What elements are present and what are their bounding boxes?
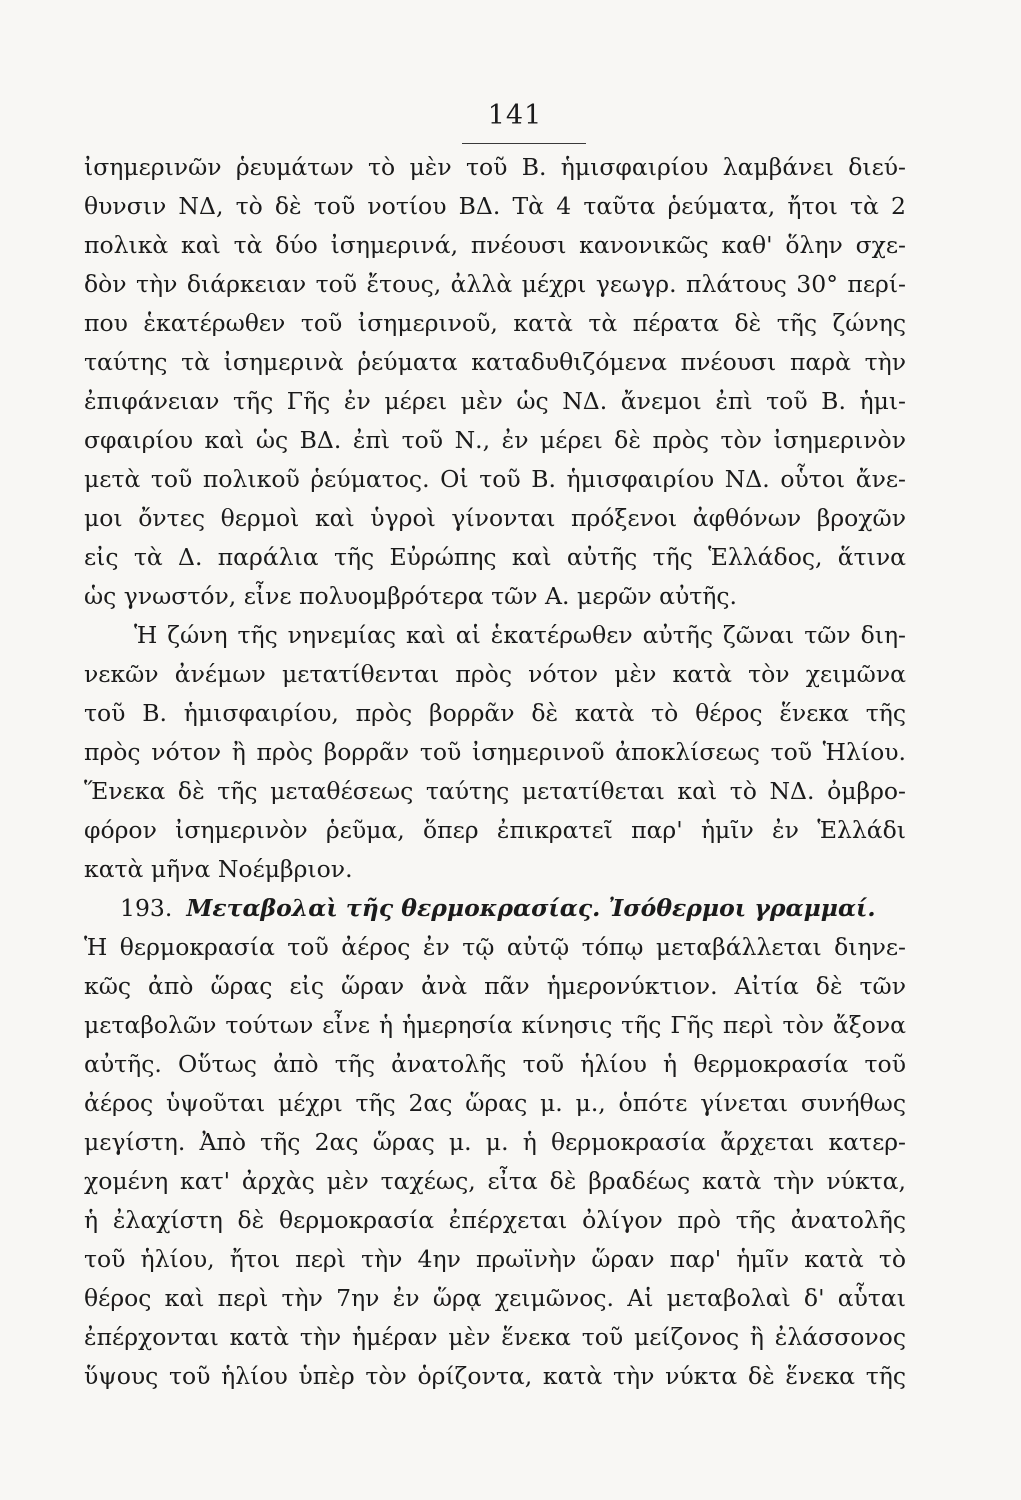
text-line: Ἕνεκα δὲ τῆς μεταθέσεως ταύτης μετατίθεται καὶ τὸ ΝΔ. ὀμβρο- bbox=[84, 777, 906, 805]
text-line: μοι ὄντες θερμοὶ καὶ ὑγροὶ γίνονται πρόξενοι ἀφθόνων βροχῶν bbox=[84, 504, 906, 532]
paragraph-equatorial-currents bbox=[84, 148, 906, 616]
page-number-rule bbox=[462, 143, 586, 144]
text-line: ἰσημερινῶν ῥευμάτων τὸ μὲν τοῦ Β. ἡμισφαιρίου λαμβάνει διεύ- bbox=[84, 153, 906, 181]
text-line: χομένη κατ' ἀρχὰς μὲν ταχέως, εἶτα δὲ βραδέως κατὰ τὴν νύκτα, bbox=[84, 1167, 906, 1195]
text-line: που ἑκατέρωθεν τοῦ ἰσημερινοῦ, κατὰ τὰ πέρατα δὲ τῆς ζώνης bbox=[84, 309, 906, 337]
text-line: νεκῶν ἀνέμων μετατίθενται πρὸς νότον μὲν κατὰ τὸν χειμῶνα bbox=[84, 660, 906, 688]
page-number: 141 bbox=[487, 100, 543, 131]
section-title: Μεταβολαὶ τῆς θερμοκρασίας. Ἰσόθερμοι γραμμαί. bbox=[186, 894, 876, 922]
text-line: κῶς ἀπὸ ὥρας εἰς ὥραν ἀνὰ πᾶν ἡμερονύκτιον. Αἰτία δὲ τῶν bbox=[84, 972, 906, 1000]
text-line: μεγίστη. Ἀπὸ τῆς 2ας ὥρας μ. μ. ἡ θερμοκρασία ἄρχεται κατερ- bbox=[84, 1128, 906, 1156]
text-line: Ἡ θερμοκρασία τοῦ ἀέρος ἐν τῷ αὐτῷ τόπῳ μεταβάλλεται διηνε- bbox=[84, 933, 906, 961]
section-number: 193. bbox=[120, 894, 173, 922]
text-line: ταύτης τὰ ἰσημερινὰ ῥεύματα καταδυθιζόμενα πνέουσι παρὰ τὴν bbox=[84, 348, 906, 376]
text-line: ἐπιφάνειαν τῆς Γῆς ἐν μέρει μὲν ὡς ΝΔ. ἄνεμοι ἐπὶ τοῦ Β. ἡμι- bbox=[84, 387, 906, 415]
text-line: τοῦ ἡλίου, ἤτοι περὶ τὴν 4ην πρωϊνὴν ὥραν παρ' ἡμῖν κατὰ τὸ bbox=[84, 1245, 906, 1273]
text-line: θυνσιν ΝΔ, τὸ δὲ τοῦ νοτίου ΒΔ. Τὰ 4 ταῦτα ῥεύματα, ἤτοι τὰ 2 bbox=[84, 192, 906, 220]
text-line: τοῦ Β. ἡμισφαιρίου, πρὸς βορρᾶν δὲ κατὰ τὸ θέρος ἕνεκα τῆς bbox=[84, 699, 906, 727]
text-line: πολικὰ καὶ τὰ δύο ἰσημερινά, πνέουσι κανονικῶς καθ' ὅλην σχε- bbox=[84, 231, 906, 259]
text-line: θέρος καὶ περὶ τὴν 7ην ἐν ὥρᾳ χειμῶνος. Αἱ μεταβολαὶ δ' αὗται bbox=[84, 1284, 906, 1312]
section-193 bbox=[84, 889, 906, 1396]
text-line: ἡ ἐλαχίστη δὲ θερμοκρασία ἐπέρχεται ὀλίγον πρὸ τῆς ἀνατολῆς bbox=[84, 1206, 906, 1234]
text-line: Ἡ ζώνη τῆς νηνεμίας καὶ αἱ ἑκατέρωθεν αὐτῆς ζῶναι τῶν διη- bbox=[134, 621, 906, 649]
text-line: φόρον ἰσημερινὸν ῥεῦμα, ὅπερ ἐπικρατεῖ παρ' ἡμῖν ἐν Ἑλλάδι bbox=[84, 816, 906, 844]
text-line: ὕψους τοῦ ἡλίου ὑπὲρ τὸν ὁρίζοντα, κατὰ τὴν νύκτα δὲ ἕνεκα τῆς bbox=[84, 1362, 906, 1390]
section-heading bbox=[84, 889, 906, 928]
paragraph-calm-zone bbox=[84, 616, 906, 889]
text-line: σφαιρίου καὶ ὡς ΒΔ. ἐπὶ τοῦ Ν., ἐν μέρει δὲ πρὸς τὸν ἰσημερινὸν bbox=[84, 426, 906, 454]
text-line: ἐπέρχονται κατὰ τὴν ἡμέραν μὲν ἕνεκα τοῦ μείζονος ἢ ἐλάσσονος bbox=[84, 1323, 906, 1351]
text-line: μεταβολῶν τούτων εἶνε ἡ ἡμερησία κίνησις τῆς Γῆς περὶ τὸν ἄξονα bbox=[84, 1011, 906, 1039]
text-line: εἰς τὰ Δ. παράλια τῆς Εὐρώπης καὶ αὐτῆς τῆς Ἑλλάδος, ἅτινα bbox=[84, 543, 906, 571]
text-line: πρὸς νότον ἢ πρὸς βορρᾶν τοῦ ἰσημερινοῦ ἀποκλίσεως τοῦ Ἡλίου. bbox=[84, 738, 906, 766]
text-line: κατὰ μῆνα Νοέμβριον. bbox=[84, 855, 353, 883]
text-line: μετὰ τοῦ πολικοῦ ῥεύματος. Οἱ τοῦ Β. ἡμισφαιρίου ΝΔ. οὗτοι ἄνε- bbox=[84, 465, 906, 493]
body-text bbox=[84, 148, 906, 1396]
text-line: δὸν τὴν διάρκειαν τοῦ ἔτους, ἀλλὰ μέχρι γεωγρ. πλάτους 30° περί- bbox=[84, 270, 906, 298]
text-line: αὐτῆς. Οὕτως ἀπὸ τῆς ἀνατολῆς τοῦ ἡλίου ἡ θερμοκρασία τοῦ bbox=[84, 1050, 906, 1078]
text-line: ἀέρος ὑψοῦται μέχρι τῆς 2ας ὥρας μ. μ., ὁπότε γίνεται συνήθως bbox=[84, 1089, 906, 1117]
text-line: ὡς γνωστόν, εἶνε πολυομβρότερα τῶν Α. μερῶν αὐτῆς. bbox=[84, 582, 737, 610]
